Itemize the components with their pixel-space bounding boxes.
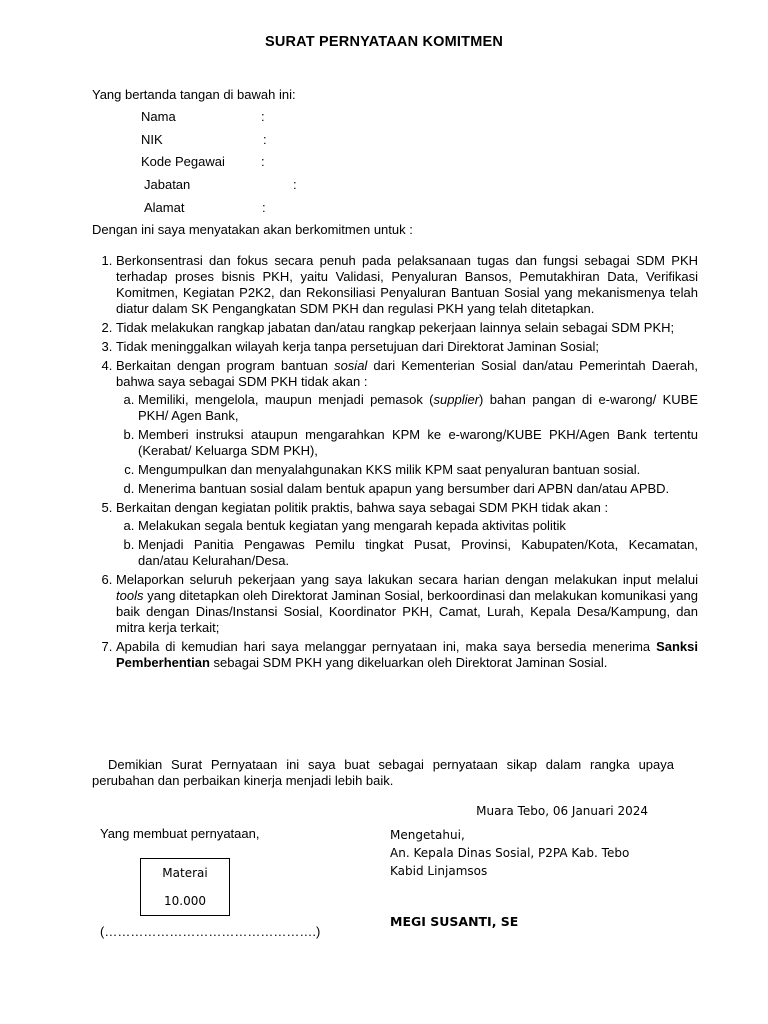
field-colon: :	[261, 154, 265, 169]
maker-label: Yang membuat pernyataan,	[100, 826, 260, 841]
stamp-label: Materai	[162, 866, 208, 880]
field-jabatan	[144, 177, 190, 192]
field-colon: :	[262, 200, 266, 215]
list-item: 2. Tidak melakukan rangkap jabatan dan/atau rangkap pekerjaan lainnya selain sebagai SDM PKH;	[116, 320, 698, 336]
stamp-box	[140, 858, 230, 916]
list-item: 5. Berkaitan dengan kegiatan politik praktis, bahwa saya sebagai SDM PKH tidak akan : a. Melakukan segala bentuk kegiatan yang mengarah kepada aktivitas politik b. Menjadi Panitia Pengawas Pemilu tingkat Pusat, Provinsi, Kabupaten/Kota, Kecamatan, dan/atau Kelurahan/Desa.	[116, 500, 698, 569]
closing-paragraph: Demikian Surat Pernyataan ini saya buat sebagai pernyataan sikap dalam rangka upaya perubahan dan perbaikan kinerja menjadi lebih baik.	[92, 757, 674, 788]
stamp-value: 10.000	[164, 894, 206, 908]
acknowledged-office: An. Kepala Dinas Sosial, P2PA Kab. Tebo	[390, 846, 630, 860]
sub-list	[116, 518, 698, 569]
acknowledged-label: Mengetahui,	[390, 828, 465, 842]
sub-list	[116, 392, 698, 497]
list-item: 1. Berkonsentrasi dan fokus secara penuh pada pelaksanaan tugas dan fungsi sebagai SDM PKH terhadap proses bisnis PKH, yaitu Validasi, Penyaluran Bansos, Pemutakhiran Data, Verifikasi Komitmen, Kegiatan P2K2, dan Rekonsiliasi Penyaluran Bantuan Sosial yang mekanismenya telah diatur dalam SK Pengangkatan SDM PKH dan regulasi PKH yang telah ditetapkan.	[116, 253, 698, 317]
field-label: Kode Pegawai	[141, 154, 225, 169]
field-nik	[141, 132, 163, 147]
list-item: 7. Apabila di kemudian hari saya melanggar pernyataan ini, maka saya bersedia menerima Sanksi Pemberhentian sebagai SDM PKH yang dikeluarkan oleh Direktorat Jaminan Sosial.	[116, 639, 698, 671]
signature-line: (………………………………………….)	[100, 924, 321, 939]
field-colon: :	[261, 109, 265, 124]
sub-list-item: b. Memberi instruksi ataupun mengarahkan KPM ke e-warong/KUBE PKH/Agen Bank tertentu (Kerabat/ Keluarga SDM PKH),	[138, 427, 698, 459]
sub-list-item: b. Menjadi Panitia Pengawas Pemilu tingkat Pusat, Provinsi, Kabupaten/Kota, Kecamatan, dan/atau Kelurahan/Desa.	[138, 537, 698, 569]
document-title: SURAT PERNYATAAN KOMITMEN	[264, 34, 504, 50]
sub-list-item: a. Memiliki, mengelola, maupun menjadi pemasok (supplier) bahan pangan di e-warong/ KUBE PKH/ Agen Bank,	[138, 392, 698, 424]
field-alamat	[144, 200, 184, 215]
official-name: MEGI SUSANTI, SE	[390, 914, 519, 929]
field-nama	[141, 109, 176, 124]
list-item: 3. Tidak meninggalkan wilayah kerja tanpa persetujuan dari Direktorat Jaminan Sosial;	[116, 339, 698, 355]
field-colon: :	[263, 132, 267, 147]
sub-list-item: a. Melakukan segala bentuk kegiatan yang mengarah kepada aktivitas politik	[138, 518, 698, 534]
list-item: 6. Melaporkan seluruh pekerjaan yang saya lakukan secara harian dengan melakukan input melalui tools yang ditetapkan oleh Direktorat Jaminan Sosial, berkoordinasi dan melakukan komunikasi yang baik dengan Dinas/Instansi Sosial, Koordinator PKH, Camat, Lurah, Kepala Desa/Kampung, dan mitra kerja terkait;	[116, 572, 698, 636]
field-label: Nama	[141, 109, 176, 124]
acknowledged-position: Kabid Linjamsos	[390, 864, 488, 878]
sub-list-item: d. Menerima bantuan sosial dalam bentuk apapun yang bersumber dari APBN dan/atau APBD.	[138, 481, 698, 497]
field-label: Alamat	[144, 200, 185, 215]
acknowledgement-block	[390, 826, 629, 880]
field-colon: :	[293, 177, 297, 192]
commitment-list	[92, 253, 698, 674]
commitment-intro: Dengan ini saya menyatakan akan berkomitmen untuk :	[92, 222, 413, 237]
field-label: NIK	[141, 132, 163, 147]
field-label: Jabatan	[144, 177, 191, 192]
list-item: 4. Berkaitan dengan program bantuan sosial dari Kementerian Sosial dan/atau Pemerintah Daerah, bahwa saya sebagai SDM PKH tidak akan : a. Memiliki, mengelola, maupun menjadi pemasok (supplier) bahan pangan di e-warong/ KUBE PKH/ Agen Bank, b. Memberi instruksi ataupun mengarahkan KPM ke e-warong/KUBE PKH/Agen Bank tertentu (Kerabat/ Keluarga SDM PKH), c. Mengumpulkan dan menyalahgunakan KKS milik KPM saat penyaluran bantuan sosial. d. Menerima bantuan sosial dalam bentuk apapun yang bersumber dari APBN dan/atau APBD.	[116, 358, 698, 497]
intro-text: Yang bertanda tangan di bawah ini:	[92, 87, 296, 102]
field-kode-pegawai	[141, 154, 225, 169]
sub-list-item: c. Mengumpulkan dan menyalahgunakan KKS milik KPM saat penyaluran bantuan sosial.	[138, 462, 698, 478]
place-date: Muara Tebo, 06 Januari 2024	[476, 804, 648, 818]
